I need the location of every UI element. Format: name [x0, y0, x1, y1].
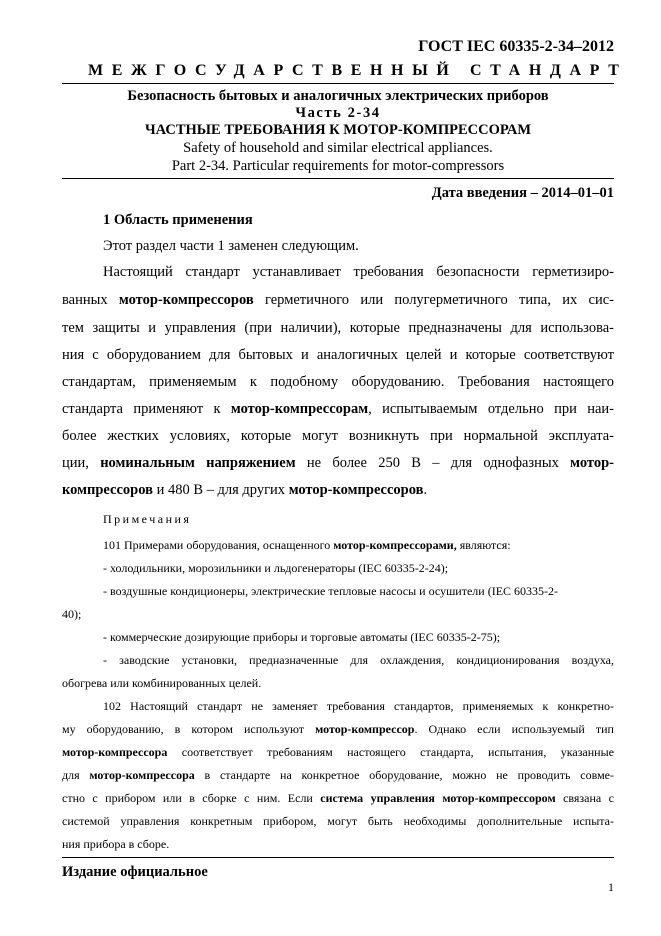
paragraph-line: Настоящий стандарт устанавливает требования безопасности герметизиро-	[103, 264, 614, 280]
paragraph-line: тем защиты и управления (при наличии), которые предназначены для использова-	[62, 320, 614, 336]
paragraph-line: компрессоров и 480 В – для других мотор-компрессоров.	[62, 482, 428, 498]
note-102-line: му оборудованию, в котором используют мотор-компрессор. Однако если используемый тип	[62, 722, 614, 736]
note-item: - заводские установки, предназначенные для охлаждения, кондиционирования воздуха,	[103, 653, 614, 667]
top-rule	[62, 83, 614, 84]
title-english-1: Safety of household and similar electrical appliances.	[183, 140, 493, 156]
title-rule	[62, 178, 614, 179]
official-edition-label: Издание официальное	[62, 864, 208, 880]
note-item-continued: обогрева или комбинированных целей.	[62, 676, 262, 690]
title-english-2: Part 2-34. Particular requirements for motor-compressors	[171, 158, 505, 174]
note-102-line: мотор-компрессора соответствует требованиям настоящего стандарта, испытания, указанные	[62, 745, 614, 759]
footer-rule	[62, 857, 614, 858]
paragraph-line: ния с оборудованием для бытовых и аналогичных целей и которые соответствуют	[62, 347, 614, 363]
note-102-line: стно с прибором или в сборке с ним. Если система управления мотор-компрессором связана с	[62, 791, 615, 805]
title-particular: ЧАСТНЫЕ ТРЕБОВАНИЯ К МОТОР-КОМПРЕССОРАМ	[144, 122, 532, 138]
note-102-line: системой управления конкретным прибором, могут быть необходимы дополнительные испыта-	[62, 814, 614, 828]
note-102-line: для мотор-компрессора в стандарте на конкретное оборудование, можно не проводить совме-	[62, 768, 614, 782]
note-item: - коммерческие дозирующие приборы и торговые автоматы (IEC 60335-2-75);	[103, 630, 501, 644]
interstate-standard-label: МЕЖГОСУДАРСТВЕННЫЙ СТАНДАРТ	[88, 62, 628, 79]
note-item: - воздушные кондиционеры, электрические тепловые насосы и осушители (IEC 60335-2-	[103, 584, 559, 598]
title-line-1: Безопасность бытовых и аналогичных электрических приборов	[127, 88, 549, 104]
section-heading: 1 Область применения	[103, 212, 253, 228]
notes-heading: Примечания	[103, 512, 192, 526]
standard-id: ГОСТ IEC 60335-2-34–2012	[418, 38, 614, 55]
introduction-date: Дата введения – 2014–01–01	[431, 185, 614, 201]
paragraph-line: более жестких условиях, которые могут возникнуть при нормальной эксплуата-	[62, 428, 614, 444]
note-item-continued: 40);	[62, 607, 82, 621]
paragraph-line: ции, номинальным напряжением не более 250 В – для однофазных мотор-	[62, 455, 614, 471]
paragraph-line: стандарта применяют к мотор-компрессорам, испытываемым отдельно при наи-	[62, 401, 615, 417]
note-101: 101 Примерами оборудования, оснащенного мотор-компрессорами, являются:	[103, 538, 511, 552]
title-part: Часть 2-34	[295, 105, 381, 121]
note-102-line: 102 Настоящий стандарт не заменяет требования стандартов, применяемых к конкретно-	[103, 699, 614, 713]
note-102-line: ния прибора в сборе.	[62, 837, 170, 851]
paragraph-line: стандартам, применяемым к подобному оборудованию. Требования настоящего	[62, 374, 614, 390]
page-number: 1	[608, 880, 614, 894]
note-item: - холодильники, морозильники и льдогенераторы (IEC 60335-2-24);	[103, 561, 449, 575]
paragraph-line: ванных мотор-компрессоров герметичного или полугерметичного типа, их сис-	[62, 292, 614, 308]
section-intro: Этот раздел части 1 заменен следующим.	[103, 238, 359, 254]
